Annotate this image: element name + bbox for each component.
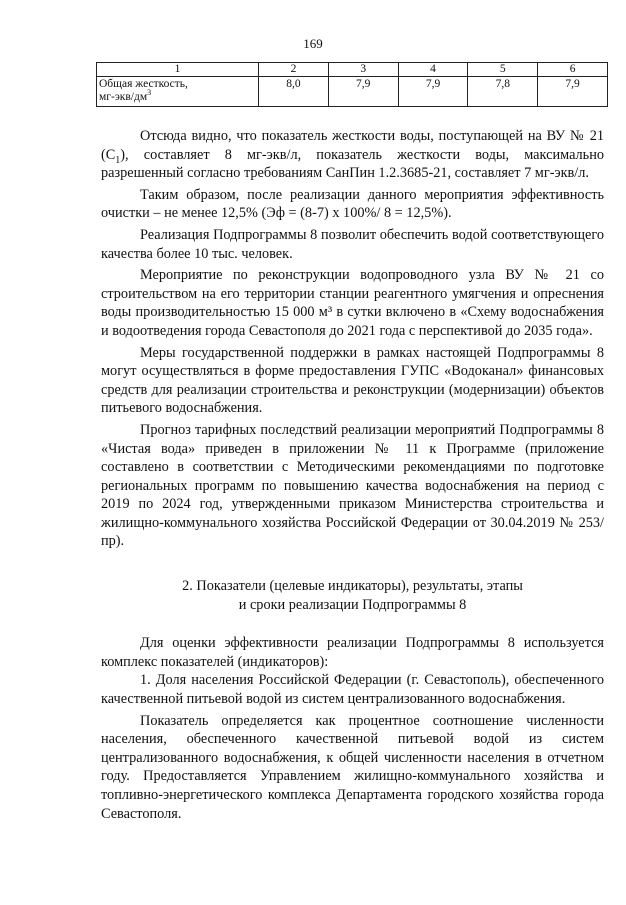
section-heading — [101, 577, 604, 614]
paragraph-hardness-part1: Отсюда видно, что показатель жесткости воды, поступающей на ВУ № 21 (С — [101, 128, 604, 163]
document-body — [101, 127, 604, 826]
paragraph-implementation: Реализация Подпрограммы 8 позволит обеспечить водой соответствующего качества более 10 тыс. человек. — [101, 226, 604, 262]
row-label — [97, 77, 259, 107]
table-header-cell: 2 — [259, 63, 329, 77]
table-header-cell: 1 — [97, 63, 259, 77]
paragraph-reconstruction: Мероприятие по реконструкции водопроводного узла ВУ № 21 со строительством на его территории станции реагентного умягчения и опреснения воды производительностью 15 000 м³ в сутки включено в «Схему водоснабжения и водоотведения города Севастополя до 2021 года с перспективой до 2035 года». — [101, 267, 604, 339]
paragraph-indicator-definition: Показатель определяется как процентное соотношение численности населения, обеспеченного качественной питьевой водой из систем централизованного водоснабжения, к общей численности населения в отчетном году. Предоставляется Управлением жилищно-коммунального хозяйства и топливно-энергетического комплекса Департамента городского хозяйства города Севастополя. — [101, 712, 604, 822]
hardness-table — [96, 62, 608, 107]
section-heading-line1: 2. Показатели (целевые индикаторы), результаты, этапы — [182, 578, 523, 595]
paragraph-indicators-intro: Для оценки эффективности реализации Подпрограммы 8 используется комплекс показателей (индикаторов): — [101, 635, 604, 670]
table-cell: 7,9 — [398, 77, 468, 107]
table-cell: 7,8 — [468, 77, 538, 107]
table-header-cell: 5 — [468, 63, 538, 77]
table-cell: 7,9 — [328, 77, 398, 107]
paragraph-hardness — [101, 127, 604, 183]
paragraph-efficiency: Таким образом, после реализации данного мероприятия эффективность очистки – не менее 12,5% (Эф = (8-7) х 100%/ 8 = 12,5%). — [101, 186, 604, 222]
table-cell: 8,0 — [259, 77, 329, 107]
paragraph-tariff: Прогноз тарифных последствий реализации мероприятий Подпрограммы 8 «Чистая вода» приведен в приложении № 11 к Программе (приложение составлено в соответствии с Методическими рекомендациями по подготовке региональных программ по повышению качества водоснабжения на период с 2019 по 2024 год, утвержденными приказом Министерства строительства и жилищно-коммунального хозяйства Российской Федерации от 30.04.2019 № 253/пр). — [101, 421, 604, 550]
table-cell: 7,9 — [538, 77, 608, 107]
row-label-line2: мг-экв/дм — [99, 91, 148, 103]
paragraph-support: Меры государственной поддержки в рамках настоящей Подпрограммы 8 могут осуществляться в форме предоставления ГУПС «Водоканал» финансовых средств для реализации строительства и реконструкции (модернизации) объектов питьевого водоснабжения. — [101, 344, 604, 417]
page-number: 169 — [303, 36, 323, 51]
table-row — [97, 77, 608, 107]
table-header-cell: 4 — [398, 63, 468, 77]
table-header-cell: 6 — [538, 63, 608, 77]
subscript: 1 — [115, 154, 121, 166]
table-header-row — [97, 63, 608, 77]
row-label-sup: 3 — [147, 88, 152, 98]
section-heading-line2: и сроки реализации Подпрограммы 8 — [238, 596, 467, 613]
table-header-cell: 3 — [328, 63, 398, 77]
row-label-line1: Общая жесткость, — [99, 78, 188, 90]
paragraph-hardness-part2: ), составляет 8 мг-экв/л, показатель жесткости воды, максимально разрешенный согласно требованиям СанПин 1.2.3685-21, составляет 7 мг-экв/л. — [101, 146, 604, 182]
paragraph-indicator-1: 1. Доля населения Российской Федерации (г. Севастополь), обеспеченного качественной питьевой водой из систем централизованного водоснабжения. — [101, 672, 604, 708]
